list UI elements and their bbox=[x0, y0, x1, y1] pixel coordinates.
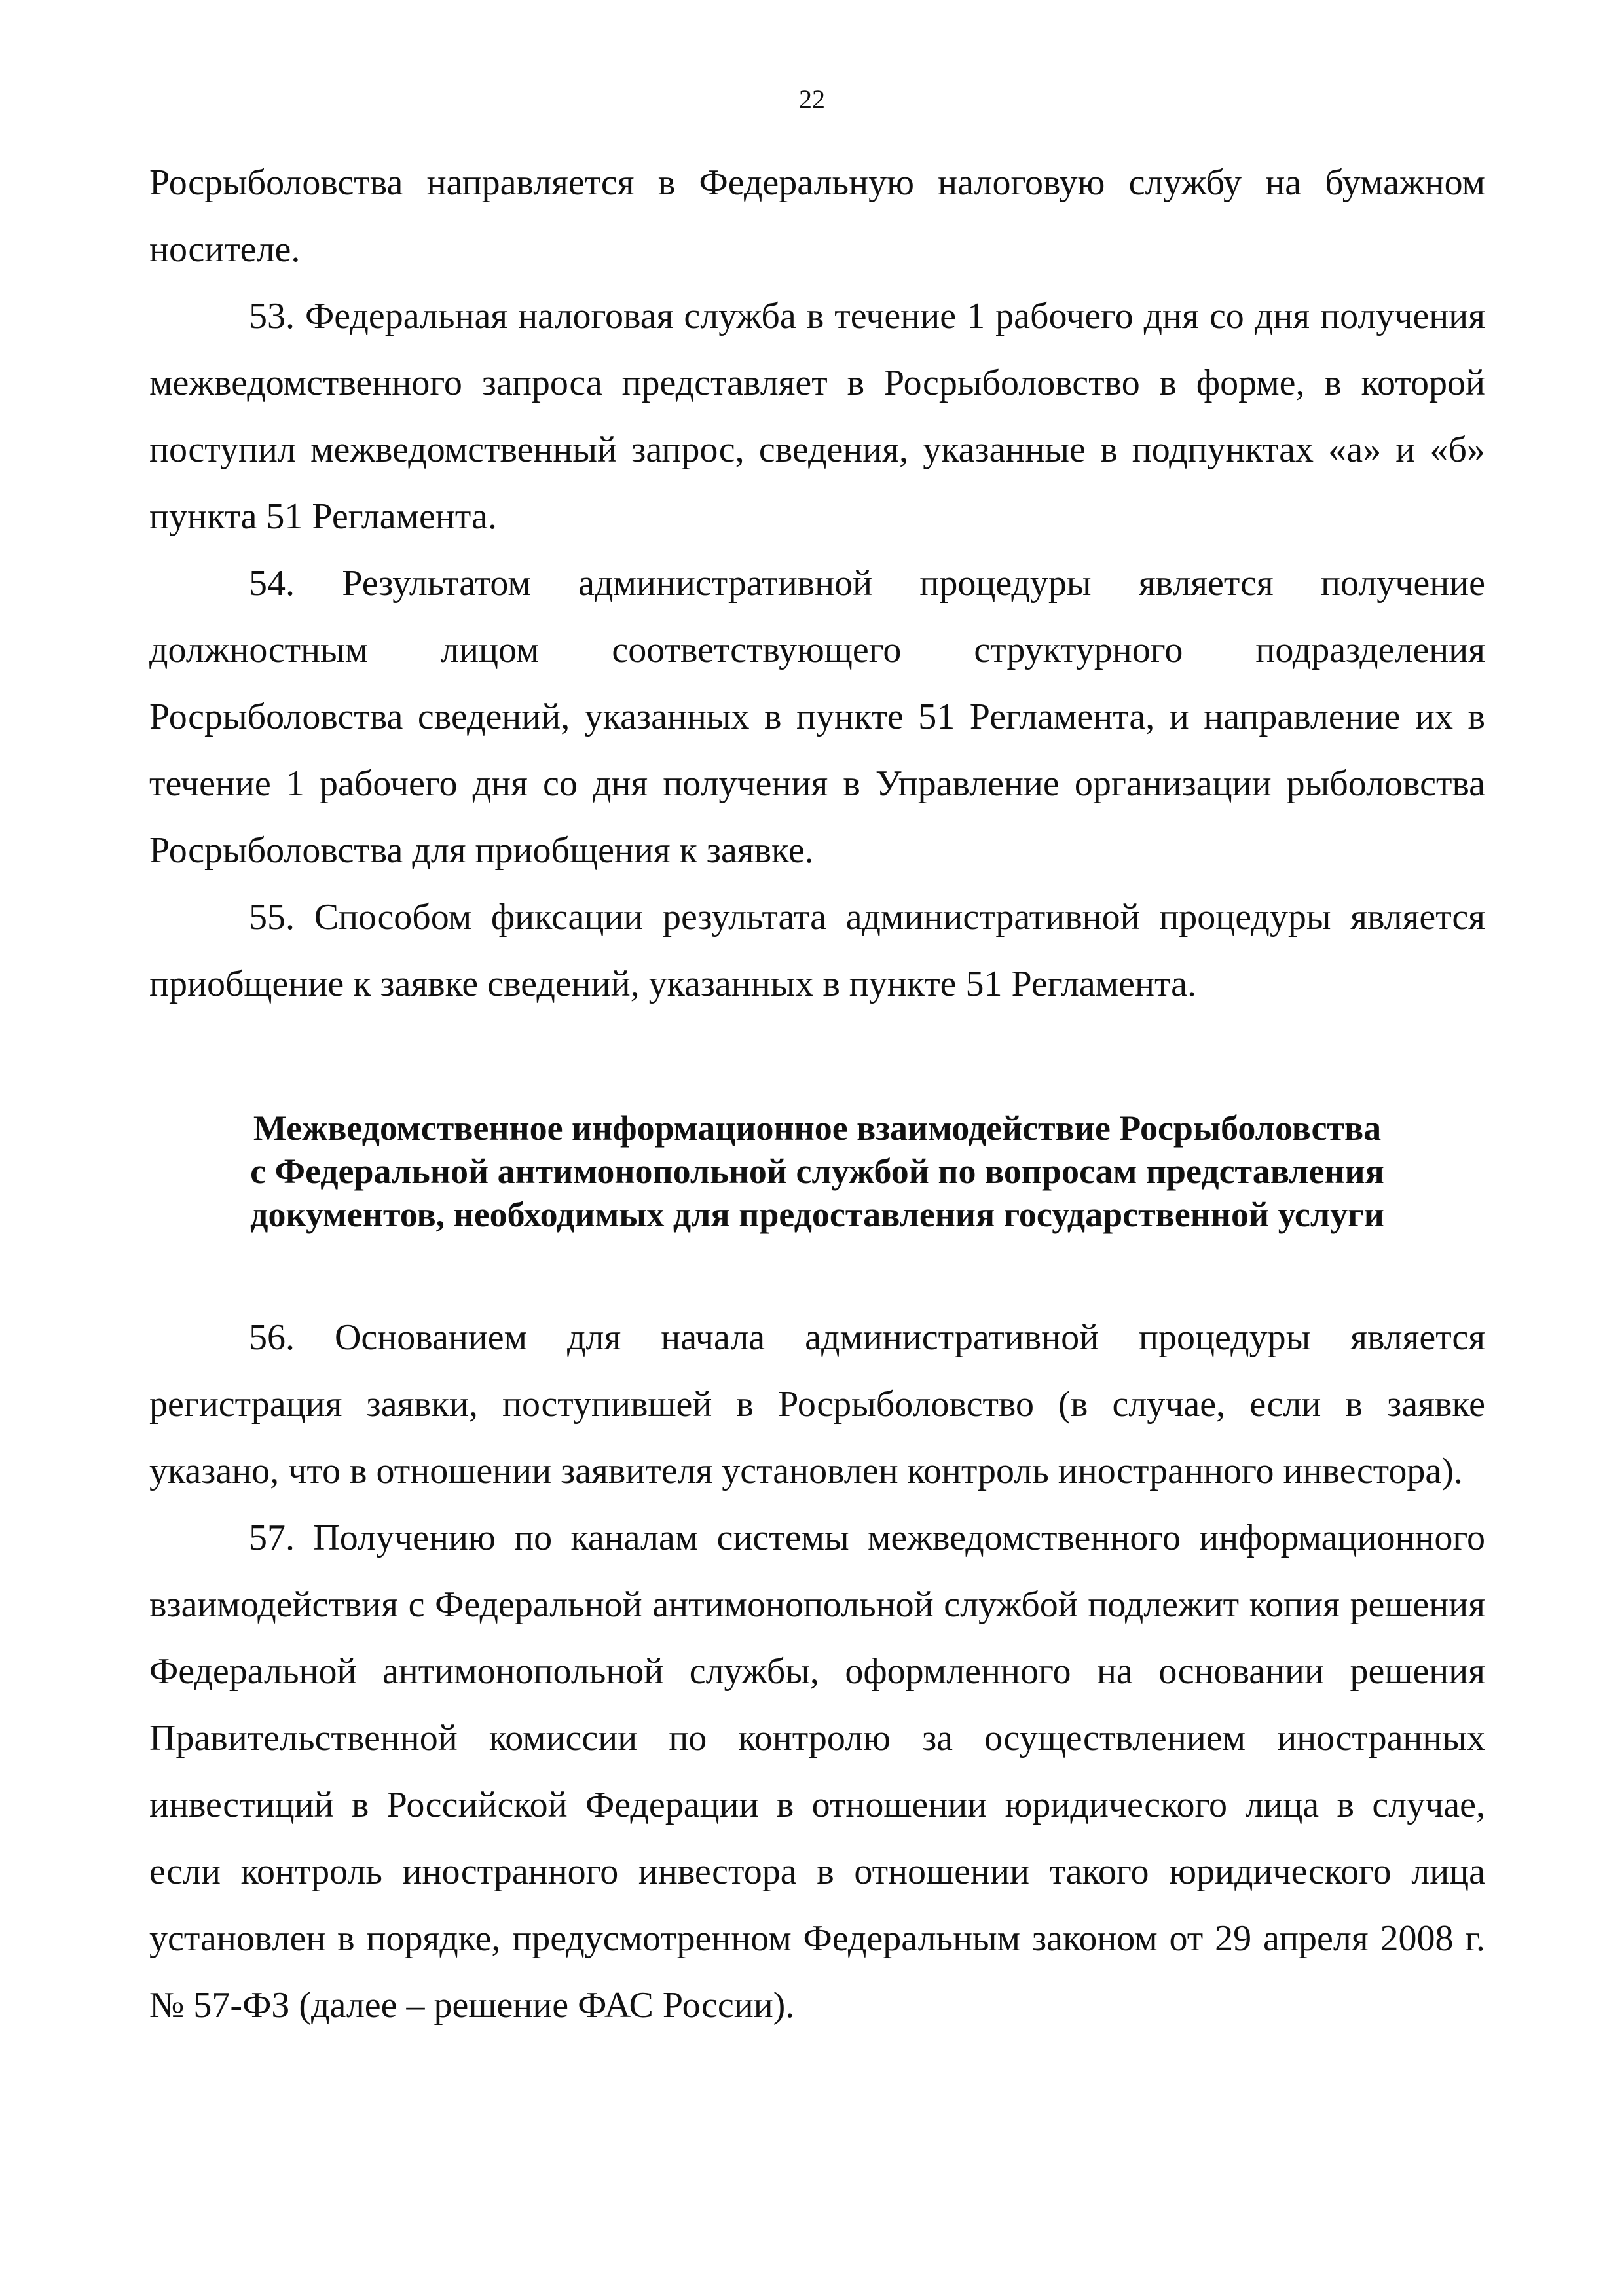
section-heading-line: с Федеральной антимонопольной службой по вопросам представления bbox=[250, 1152, 1384, 1191]
text-block-top bbox=[149, 149, 1485, 1017]
paragraph-54: 54. Результатом административной процедуры является получение должностным лицом соответствующего структурного подразделения Росрыболовства сведений, указанных в пункте 51 Регламента, и направление их в течение 1 рабочего дня со дня получения в Управление организации рыболовства Росрыболовства для приобщения к заявке. bbox=[149, 563, 1485, 871]
section-heading-line: Межведомственное информационное взаимодействие Росрыболовства bbox=[253, 1108, 1382, 1148]
section-heading bbox=[149, 1106, 1485, 1236]
paragraph-53: 53. Федеральная налоговая служба в течение 1 рабочего дня со дня получения межведомственного запроса представляет в Росрыболовство в форме, в которой поступил межведомственный запрос, сведения, указанные в подпунктах «а» и «б» пункта 51 Регламента. bbox=[149, 296, 1485, 537]
paragraph-56: 56. Основанием для начала административной процедуры является регистрация заявки, поступившей в Росрыболовство (в случае, если в заявке указано, что в отношении заявителя установлен контроль иностранного инвестора). bbox=[149, 1317, 1485, 1491]
paragraph-55: 55. Способом фиксации результата административной процедуры является приобщение к заявке сведений, указанных в пункте 51 Регламента. bbox=[149, 897, 1485, 1004]
section-heading-line: документов, необходимых для предоставления государственной услуги bbox=[250, 1195, 1384, 1234]
page-number: 22 bbox=[799, 84, 825, 114]
paragraph-57: 57. Получению по каналам системы межведомственного информационного взаимодействия с Федеральной антимонопольной службой подлежит копия решения Федеральной антимонопольной службы, оформленного на основании решения Правительственной комиссии по контролю за осуществлением иностранных инвестиций в Российской Федерации в отношении юридического лица в случае, если контроль иностранного инвестора в отношении такого юридического лица установлен в порядке, предусмотренном Федеральным законом от 29 апреля 2008 г. № 57-ФЗ (далее – решение ФАС России). bbox=[149, 1518, 1485, 2026]
text-block-bottom bbox=[149, 1304, 1485, 2039]
paragraph-continuation: Росрыболовства направляется в Федеральную налоговую службу на бумажном носителе. bbox=[149, 162, 1485, 270]
